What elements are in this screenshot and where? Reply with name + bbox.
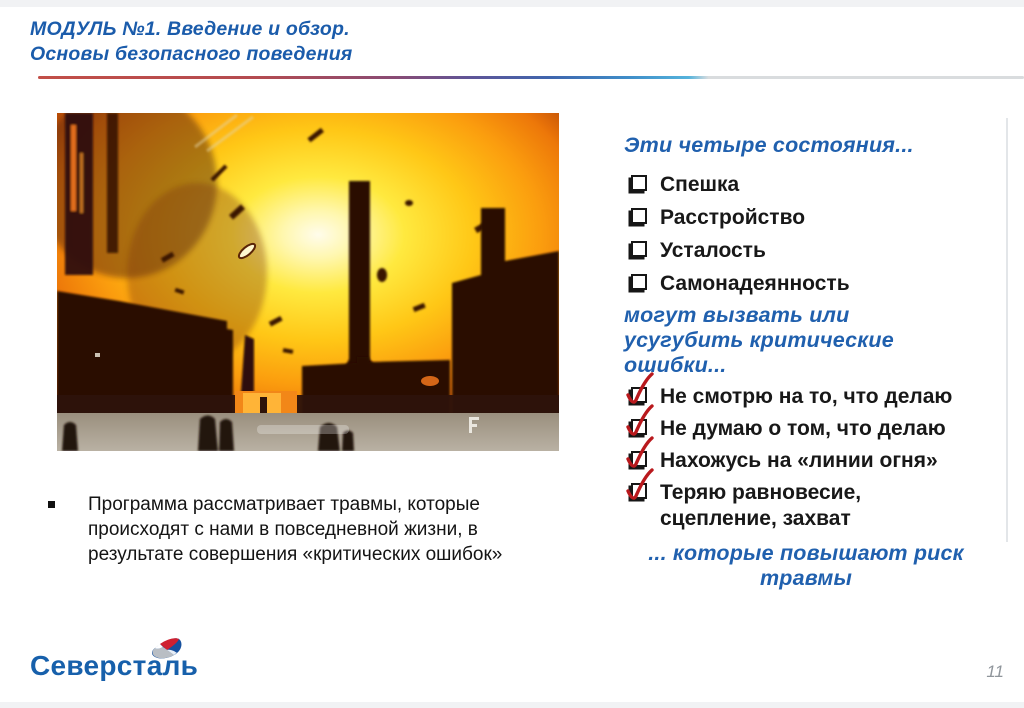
page-title: [30, 17, 730, 67]
state-item-samonadeyannost: Самонадеянность: [628, 271, 850, 297]
state-item-ustalost: Усталость: [628, 238, 766, 264]
slide-bottom-border: [0, 702, 1024, 708]
error-item-liniya-ognya: Нахожусь на «линии огня»: [628, 448, 938, 474]
checkbox-unchecked-icon: [628, 208, 648, 228]
critical-errors-heading: могут вызвать или усугубить критические ошибки...: [624, 303, 894, 377]
page-title-line1: МОДУЛЬ №1. Введение и обзор.: [30, 18, 350, 40]
checkbox-checked-icon: [628, 387, 648, 407]
severstal-logo: [30, 637, 210, 687]
explosion-photo: [57, 113, 559, 451]
checkbox-checked-icon: [628, 419, 648, 439]
states-intro-heading: Эти четыре состояния...: [624, 133, 914, 157]
checkbox-checked-icon: [628, 451, 648, 471]
state-item-speshka: Спешка: [628, 172, 739, 198]
severstal-logo-text: Северсталь: [30, 650, 199, 681]
slide-top-border: [0, 0, 1024, 7]
program-bullet-text: Программа рассматривает травмы, которые происходят с нами в повседневной жизни, в результате совершения «критических ошибок»: [88, 494, 503, 565]
bullet-square-icon: [48, 501, 55, 508]
error-item-ne-dumayu: Не думаю о том, что делаю: [628, 416, 946, 442]
risk-footer-heading: ... которые повышают риск травмы: [648, 541, 964, 590]
error-item-ne-smotryu: Не смотрю на то, что делаю: [628, 384, 952, 410]
right-panel-divider: [1006, 118, 1008, 542]
checkbox-unchecked-icon: [628, 241, 648, 261]
title-divider-rule: [38, 76, 1024, 79]
checkbox-checked-icon: [628, 483, 648, 503]
checkbox-unchecked-icon: [628, 274, 648, 294]
page-title-line2: Основы безопасного поведения: [30, 43, 353, 65]
page-number: 11: [986, 662, 1004, 681]
checkbox-unchecked-icon: [628, 175, 648, 195]
error-item-teryayu-ravnovesie: Теряю равновесие, сцепление, захват: [628, 480, 968, 532]
state-item-rasstroystvo: Расстройство: [628, 205, 805, 231]
